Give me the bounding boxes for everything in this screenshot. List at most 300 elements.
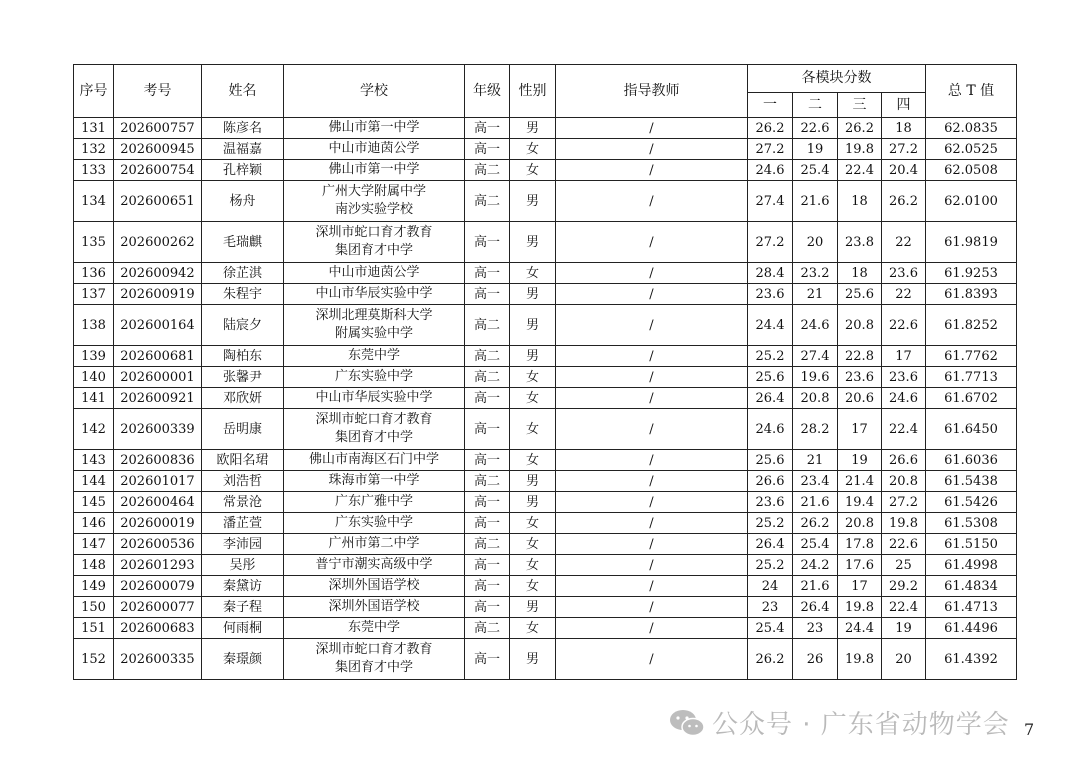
- cell-name: 陆宸夕: [202, 305, 284, 346]
- cell-grade: 高二: [465, 181, 510, 222]
- cell-index: 140: [74, 367, 114, 388]
- school-line: 中山市迪茵公学: [328, 141, 420, 156]
- cell-name: 温福嘉: [202, 139, 284, 160]
- cell-teacher: /: [556, 471, 748, 492]
- cell-module-1: 25.2: [748, 555, 793, 576]
- cell-teacher: /: [556, 555, 748, 576]
- cell-gender: 女: [510, 139, 556, 160]
- cell-total: 61.8393: [926, 284, 1017, 305]
- cell-index: 144: [74, 471, 114, 492]
- cell-index: 149: [74, 576, 114, 597]
- school-line: 深圳外国语学校: [328, 578, 420, 593]
- cell-module-2: 27.4: [793, 346, 838, 367]
- cell-name: 秦子程: [202, 597, 284, 618]
- table-row: [74, 576, 1017, 597]
- cell-name: 秦黛访: [202, 576, 284, 597]
- school-line: 普宁市潮实高级中学: [315, 557, 433, 572]
- cell-grade: 高二: [465, 618, 510, 639]
- cell-module-4: 18: [882, 118, 926, 139]
- cell-name: 陈彦名: [202, 118, 284, 139]
- cell-teacher: /: [556, 409, 748, 450]
- cell-grade: 高一: [465, 409, 510, 450]
- cell-total: 61.6702: [926, 388, 1017, 409]
- cell-grade: 高二: [465, 534, 510, 555]
- cell-total: 62.0835: [926, 118, 1017, 139]
- cell-teacher: /: [556, 139, 748, 160]
- cell-index: 131: [74, 118, 114, 139]
- cell-grade: 高一: [465, 388, 510, 409]
- table-row: [74, 450, 1017, 471]
- cell-total: 61.5308: [926, 513, 1017, 534]
- cell-exam-no: 202600536: [114, 534, 202, 555]
- cell-module-1: 27.2: [748, 222, 793, 263]
- cell-module-2: 28.2: [793, 409, 838, 450]
- cell-module-4: 24.6: [882, 388, 926, 409]
- col-header-exam-no: 考号: [114, 65, 202, 118]
- table-row: [74, 346, 1017, 367]
- cell-teacher: /: [556, 263, 748, 284]
- school-line: 深圳市蛇口育才教育: [315, 225, 433, 240]
- cell-name: 何雨桐: [202, 618, 284, 639]
- table-row: [74, 181, 1017, 222]
- cell-school: [284, 222, 465, 263]
- cell-gender: 男: [510, 471, 556, 492]
- cell-teacher: /: [556, 388, 748, 409]
- cell-name: 毛瑞麒: [202, 222, 284, 263]
- cell-module-2: 19: [793, 139, 838, 160]
- cell-teacher: /: [556, 284, 748, 305]
- col-header-modules: 各模块分数: [748, 65, 926, 93]
- cell-module-4: 23.6: [882, 263, 926, 284]
- school-line: 中山市华辰实验中学: [315, 286, 433, 301]
- table-row: [74, 555, 1017, 576]
- table-row: [74, 222, 1017, 263]
- cell-module-2: 25.4: [793, 534, 838, 555]
- cell-index: 133: [74, 160, 114, 181]
- cell-teacher: /: [556, 492, 748, 513]
- cell-gender: 男: [510, 639, 556, 680]
- cell-school: [284, 555, 465, 576]
- cell-index: 148: [74, 555, 114, 576]
- cell-module-3: 23.6: [838, 367, 882, 388]
- cell-school: [284, 346, 465, 367]
- cell-gender: 男: [510, 346, 556, 367]
- cell-gender: 男: [510, 118, 556, 139]
- table-row: [74, 618, 1017, 639]
- school-line: 集团育才中学: [334, 660, 413, 675]
- cell-module-2: 21: [793, 450, 838, 471]
- cell-module-2: 24.6: [793, 305, 838, 346]
- cell-grade: 高一: [465, 513, 510, 534]
- cell-grade: 高一: [465, 555, 510, 576]
- cell-module-3: 17: [838, 576, 882, 597]
- cell-module-3: 19.8: [838, 597, 882, 618]
- table-row: [74, 367, 1017, 388]
- cell-module-3: 23.8: [838, 222, 882, 263]
- cell-gender: 女: [510, 160, 556, 181]
- school-line: 深圳北理莫斯科大学: [315, 308, 433, 323]
- cell-module-3: 20.8: [838, 305, 882, 346]
- cell-module-1: 26.2: [748, 118, 793, 139]
- cell-total: 62.0508: [926, 160, 1017, 181]
- cell-gender: 女: [510, 409, 556, 450]
- cell-gender: 男: [510, 492, 556, 513]
- cell-school: [284, 471, 465, 492]
- col-header-name: 姓名: [202, 65, 284, 118]
- cell-index: 143: [74, 450, 114, 471]
- col-header-module-3: 三: [838, 93, 882, 118]
- cell-module-4: 17: [882, 346, 926, 367]
- school-line: 南沙实验学校: [334, 202, 413, 217]
- school-line: 珠海市第一中学: [328, 473, 420, 488]
- table-row: [74, 534, 1017, 555]
- cell-teacher: /: [556, 346, 748, 367]
- cell-grade: 高一: [465, 118, 510, 139]
- school-line: 深圳外国语学校: [328, 599, 420, 614]
- cell-name: 岳明康: [202, 409, 284, 450]
- cell-total: 62.0100: [926, 181, 1017, 222]
- cell-total: 61.4713: [926, 597, 1017, 618]
- cell-total: 61.5150: [926, 534, 1017, 555]
- cell-module-2: 19.6: [793, 367, 838, 388]
- cell-total: 61.7713: [926, 367, 1017, 388]
- cell-module-1: 24.6: [748, 409, 793, 450]
- table-row: [74, 513, 1017, 534]
- cell-module-3: 26.2: [838, 118, 882, 139]
- cell-school: [284, 139, 465, 160]
- cell-module-3: 18: [838, 263, 882, 284]
- cell-module-1: 23: [748, 597, 793, 618]
- cell-module-2: 20.8: [793, 388, 838, 409]
- cell-name: 杨舟: [202, 181, 284, 222]
- cell-total: 62.0525: [926, 139, 1017, 160]
- cell-school: [284, 576, 465, 597]
- cell-index: 137: [74, 284, 114, 305]
- cell-module-4: 23.6: [882, 367, 926, 388]
- cell-module-3: 20.8: [838, 513, 882, 534]
- cell-module-3: 25.6: [838, 284, 882, 305]
- cell-gender: 男: [510, 222, 556, 263]
- cell-module-3: 24.4: [838, 618, 882, 639]
- cell-module-2: 20: [793, 222, 838, 263]
- col-header-module-2: 二: [793, 93, 838, 118]
- table-row: [74, 139, 1017, 160]
- cell-exam-no: 202600001: [114, 367, 202, 388]
- cell-grade: 高二: [465, 346, 510, 367]
- cell-module-2: 26.4: [793, 597, 838, 618]
- cell-module-1: 28.4: [748, 263, 793, 284]
- cell-gender: 男: [510, 284, 556, 305]
- cell-name: 陶柏东: [202, 346, 284, 367]
- cell-index: 138: [74, 305, 114, 346]
- cell-gender: 女: [510, 450, 556, 471]
- cell-module-1: 26.4: [748, 534, 793, 555]
- cell-name: 朱程宇: [202, 284, 284, 305]
- table-row: [74, 492, 1017, 513]
- cell-index: 145: [74, 492, 114, 513]
- cell-exam-no: 202600683: [114, 618, 202, 639]
- cell-module-4: 20.4: [882, 160, 926, 181]
- cell-exam-no: 202600079: [114, 576, 202, 597]
- school-line: 中山市迪茵公学: [328, 265, 420, 280]
- cell-exam-no: 202600757: [114, 118, 202, 139]
- cell-index: 142: [74, 409, 114, 450]
- cell-module-3: 19.8: [838, 139, 882, 160]
- cell-teacher: /: [556, 450, 748, 471]
- table-row: [74, 160, 1017, 181]
- cell-school: [284, 160, 465, 181]
- cell-school: [284, 534, 465, 555]
- table-row: [74, 597, 1017, 618]
- cell-gender: 女: [510, 576, 556, 597]
- cell-exam-no: 202600164: [114, 305, 202, 346]
- school-line: 广州大学附属中学: [321, 184, 426, 199]
- cell-module-1: 26.6: [748, 471, 793, 492]
- school-line: 中山市华辰实验中学: [315, 390, 433, 405]
- school-line: 佛山市第一中学: [328, 162, 420, 177]
- cell-school: [284, 450, 465, 471]
- cell-module-2: 21.6: [793, 492, 838, 513]
- cell-gender: 男: [510, 181, 556, 222]
- cell-module-3: 19: [838, 450, 882, 471]
- col-header-index: 序号: [74, 65, 114, 118]
- table-body: [74, 118, 1017, 680]
- cell-gender: 女: [510, 513, 556, 534]
- cell-exam-no: 202600945: [114, 139, 202, 160]
- cell-name: 徐芷淇: [202, 263, 284, 284]
- cell-school: [284, 118, 465, 139]
- cell-exam-no: 202600077: [114, 597, 202, 618]
- cell-name: 张馨尹: [202, 367, 284, 388]
- school-line: 深圳市蛇口育才教育: [315, 642, 433, 657]
- cell-module-1: 27.4: [748, 181, 793, 222]
- cell-name: 刘浩哲: [202, 471, 284, 492]
- cell-gender: 女: [510, 534, 556, 555]
- cell-teacher: /: [556, 618, 748, 639]
- cell-school: [284, 388, 465, 409]
- cell-module-4: 22.4: [882, 409, 926, 450]
- cell-module-3: 22.8: [838, 346, 882, 367]
- cell-index: 135: [74, 222, 114, 263]
- cell-module-4: 26.6: [882, 450, 926, 471]
- cell-total: 61.6450: [926, 409, 1017, 450]
- cell-module-2: 21.6: [793, 576, 838, 597]
- cell-school: [284, 492, 465, 513]
- cell-index: 146: [74, 513, 114, 534]
- table-row: [74, 118, 1017, 139]
- cell-school: [284, 305, 465, 346]
- school-line: 广东广雅中学: [334, 494, 413, 509]
- cell-index: 139: [74, 346, 114, 367]
- cell-module-2: 22.6: [793, 118, 838, 139]
- cell-module-1: 24.4: [748, 305, 793, 346]
- cell-teacher: /: [556, 118, 748, 139]
- cell-index: 134: [74, 181, 114, 222]
- cell-total: 61.9819: [926, 222, 1017, 263]
- cell-school: [284, 618, 465, 639]
- cell-module-4: 27.2: [882, 492, 926, 513]
- cell-grade: 高一: [465, 597, 510, 618]
- cell-gender: 女: [510, 555, 556, 576]
- cell-grade: 高二: [465, 160, 510, 181]
- school-line: 东莞中学: [347, 348, 400, 363]
- cell-module-3: 21.4: [838, 471, 882, 492]
- school-line: 佛山市南海区石门中学: [308, 452, 439, 467]
- cell-grade: 高一: [465, 263, 510, 284]
- cell-module-3: 17.6: [838, 555, 882, 576]
- cell-module-4: 19: [882, 618, 926, 639]
- cell-exam-no: 202600464: [114, 492, 202, 513]
- cell-index: 132: [74, 139, 114, 160]
- col-header-module-1: 一: [748, 93, 793, 118]
- cell-total: 61.4496: [926, 618, 1017, 639]
- cell-total: 61.6036: [926, 450, 1017, 471]
- col-header-module-4: 四: [882, 93, 926, 118]
- cell-exam-no: 202601017: [114, 471, 202, 492]
- cell-teacher: /: [556, 181, 748, 222]
- cell-school: [284, 284, 465, 305]
- cell-exam-no: 202600339: [114, 409, 202, 450]
- cell-module-4: 22: [882, 284, 926, 305]
- cell-module-2: 23.4: [793, 471, 838, 492]
- cell-teacher: /: [556, 513, 748, 534]
- school-line: 广东实验中学: [334, 369, 413, 384]
- cell-name: 常景沧: [202, 492, 284, 513]
- cell-module-2: 23: [793, 618, 838, 639]
- cell-name: 潘芷萱: [202, 513, 284, 534]
- cell-name: 秦璟颜: [202, 639, 284, 680]
- cell-grade: 高一: [465, 284, 510, 305]
- table-row: [74, 409, 1017, 450]
- cell-gender: 女: [510, 367, 556, 388]
- cell-name: 吴彤: [202, 555, 284, 576]
- cell-total: 61.8252: [926, 305, 1017, 346]
- cell-module-2: 26.2: [793, 513, 838, 534]
- cell-exam-no: 202600942: [114, 263, 202, 284]
- cell-module-1: 23.6: [748, 284, 793, 305]
- cell-school: [284, 597, 465, 618]
- cell-exam-no: 202600019: [114, 513, 202, 534]
- cell-module-1: 25.2: [748, 513, 793, 534]
- cell-module-4: 22.4: [882, 597, 926, 618]
- cell-total: 61.4998: [926, 555, 1017, 576]
- watermark-text: 公众号 · 广东省动物学会: [712, 710, 1010, 740]
- cell-module-4: 20.8: [882, 471, 926, 492]
- cell-exam-no: 202600681: [114, 346, 202, 367]
- cell-module-1: 24.6: [748, 160, 793, 181]
- cell-module-1: 24: [748, 576, 793, 597]
- cell-exam-no: 202600836: [114, 450, 202, 471]
- cell-module-2: 21: [793, 284, 838, 305]
- cell-grade: 高二: [465, 305, 510, 346]
- cell-exam-no: 202600335: [114, 639, 202, 680]
- cell-module-3: 22.4: [838, 160, 882, 181]
- cell-module-1: 27.2: [748, 139, 793, 160]
- school-line: 集团育才中学: [334, 430, 413, 445]
- cell-exam-no: 202600651: [114, 181, 202, 222]
- school-line: 广州市第二中学: [328, 536, 420, 551]
- cell-teacher: /: [556, 305, 748, 346]
- cell-name: 孔梓颖: [202, 160, 284, 181]
- cell-module-2: 23.2: [793, 263, 838, 284]
- cell-module-2: 24.2: [793, 555, 838, 576]
- cell-grade: 高一: [465, 222, 510, 263]
- cell-module-4: 19.8: [882, 513, 926, 534]
- cell-school: [284, 263, 465, 284]
- cell-grade: 高一: [465, 139, 510, 160]
- school-line: 附属实验中学: [334, 326, 413, 341]
- col-header-total: 总 T 值: [926, 65, 1017, 118]
- school-line: 广东实验中学: [334, 515, 413, 530]
- cell-module-1: 26.4: [748, 388, 793, 409]
- cell-gender: 女: [510, 388, 556, 409]
- cell-module-1: 26.2: [748, 639, 793, 680]
- header-row: [74, 65, 1017, 93]
- table-row: [74, 388, 1017, 409]
- cell-teacher: /: [556, 639, 748, 680]
- cell-total: 61.5438: [926, 471, 1017, 492]
- cell-grade: 高一: [465, 639, 510, 680]
- cell-index: 152: [74, 639, 114, 680]
- cell-gender: 女: [510, 263, 556, 284]
- cell-index: 136: [74, 263, 114, 284]
- cell-module-4: 26.2: [882, 181, 926, 222]
- cell-grade: 高一: [465, 576, 510, 597]
- cell-total: 61.7762: [926, 346, 1017, 367]
- col-header-teacher: 指导教师: [556, 65, 748, 118]
- cell-module-1: 25.2: [748, 346, 793, 367]
- table-row: [74, 263, 1017, 284]
- cell-module-4: 27.2: [882, 139, 926, 160]
- table-row: [74, 639, 1017, 680]
- cell-gender: 男: [510, 597, 556, 618]
- table-row: [74, 471, 1017, 492]
- cell-exam-no: 202600919: [114, 284, 202, 305]
- cell-total: 61.4834: [926, 576, 1017, 597]
- cell-name: 欧阳名珺: [202, 450, 284, 471]
- cell-index: 150: [74, 597, 114, 618]
- cell-module-3: 19.8: [838, 639, 882, 680]
- cell-name: 邓欣妍: [202, 388, 284, 409]
- cell-teacher: /: [556, 160, 748, 181]
- cell-school: [284, 181, 465, 222]
- cell-module-1: 23.6: [748, 492, 793, 513]
- cell-school: [284, 409, 465, 450]
- page-number: 7: [1024, 720, 1035, 739]
- cell-grade: 高一: [465, 492, 510, 513]
- col-header-grade: 年级: [465, 65, 510, 118]
- cell-total: 61.5426: [926, 492, 1017, 513]
- cell-module-3: 19.4: [838, 492, 882, 513]
- watermark: [668, 704, 1010, 741]
- cell-module-3: 17: [838, 409, 882, 450]
- cell-module-2: 25.4: [793, 160, 838, 181]
- cell-module-1: 25.6: [748, 367, 793, 388]
- cell-module-2: 21.6: [793, 181, 838, 222]
- cell-module-4: 22.6: [882, 305, 926, 346]
- cell-total: 61.4392: [926, 639, 1017, 680]
- school-line: 集团育才中学: [334, 243, 413, 258]
- cell-school: [284, 367, 465, 388]
- table-row: [74, 305, 1017, 346]
- school-line: 深圳市蛇口育才教育: [315, 412, 433, 427]
- cell-gender: 女: [510, 618, 556, 639]
- cell-module-1: 25.4: [748, 618, 793, 639]
- cell-exam-no: 202600262: [114, 222, 202, 263]
- cell-teacher: /: [556, 222, 748, 263]
- cell-school: [284, 639, 465, 680]
- table-row: [74, 284, 1017, 305]
